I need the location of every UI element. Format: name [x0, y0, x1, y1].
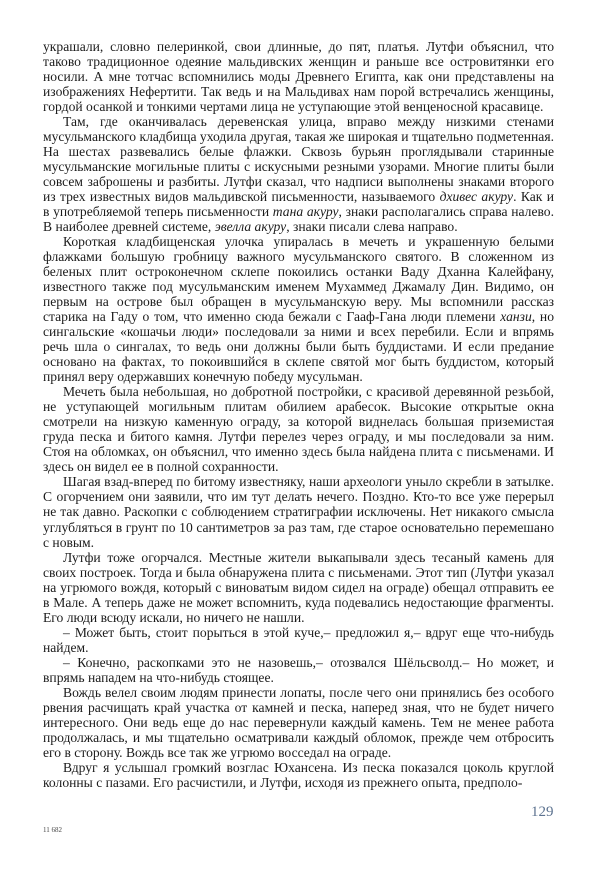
paragraph-text: , знаки располагались справа налево. В наиболее древней системе,	[43, 204, 554, 235]
page-body-text	[43, 39, 554, 790]
page-number: 129	[531, 804, 554, 820]
paragraph	[43, 760, 554, 790]
paragraph	[43, 114, 554, 234]
paragraph	[43, 625, 554, 655]
italic-term: ханзи	[500, 309, 532, 325]
paragraph	[43, 39, 554, 114]
paragraph-text: . Как и в употребляемой теперь письменности	[43, 189, 554, 220]
paragraph	[43, 234, 554, 384]
paragraph-text: украшали, словно пелеринкой, свои длинные, до пят, платья. Лутфи объяснил, что таково традиционное одеяние мальдивских женщин и раньше все островитянки его носили. А мне тотчас вспомнились моды Древнего Египта, как они представлены на изображениях Нефертити. Так ведь и на Мальдивах нам порой встречались женщины, гордой осанкой и тонкими чертами лица не уступающие этой венценосной красавице.	[43, 39, 554, 115]
paragraph	[43, 685, 554, 760]
italic-term: эвелла акуру	[214, 219, 287, 235]
paragraph	[43, 474, 554, 549]
paragraph-text: Мечеть была небольшая, но добротной постройки, с красивой деревянной резьбой, не уступающей могильным плитам обилием арабесок. Высокие открытые окна смотрели на низкую каменную ограду, за которой виднелась большая приземистая груда песка и битого камня. Лутфи перелез через ограду, и мы последовали за ним. Стоя на обломках, он объяснил, что именно здесь была найдена плита с письменами. И здесь он видел ее в полной сохранности.	[43, 384, 554, 475]
paragraph-text: Лутфи тоже огорчался. Местные жители выкапывали здесь тесаный камень для своих построек. Тогда и была обнаружена плита с письменами. Этот тип (Лутфи указал на угрюмого вождя, который с виноватым видом сидел на ограде) обещал отправить ее в Мале. А теперь даже не может вспомнить, куда подевались недостающие фрагменты. Его люди всюду искали, но ничего не нашли.	[43, 549, 554, 625]
italic-term: тана акуру	[272, 204, 339, 220]
paragraph-text: – Может быть, стоит порыться в этой куче,– предложил я,– вдруг еще что-нибудь найдем.	[43, 624, 554, 655]
paragraph-text: Вдруг я услышал громкий возглас Юхансена. Из песка показался цоколь круглой колонны с пазами. Его расчистили, и Лутфи, исходя из прежнего опыта, предполо-	[43, 759, 554, 790]
paragraph	[43, 550, 554, 625]
paragraph-text: Там, где оканчивалась деревенская улица, вправо между низкими стенами мусульманского кладбища уходила другая, такая же широкая и тщательно подметенная. На шестах развевались белые флажки. Сквозь бурьян проглядывали старинные мусульманские могильные плиты с искусными резными узорами. Многие плиты были совсем заброшены и разбиты. Лутфи сказал, что надписи выполнены знаками второго из трех известных видов мальдивской письменности, называемого	[43, 114, 554, 205]
italic-term: дхивес акуру	[439, 189, 514, 205]
printer-signature-mark: 11 682	[43, 826, 62, 834]
paragraph-text: Шагая взад-вперед по битому известняку, наши археологи уныло скребли в затылке. С огорчением они заявили, что им тут делать нечего. Поздно. Кто-то все уже перерыл не так давно. Раскопки с соблюдением стратиграфии исключены. Нет никакого смысла углубляться в грунт по 10 сантиметров за раз там, где старое основательно перемешано с новым.	[43, 474, 554, 550]
paragraph-text: Короткая кладбищенская улочка упиралась в мечеть и украшенную белыми флажками большую гробницу важного мусульманского святого. В сложенном из беленых плит остроконечном склепе покоились останки Ваду Дханна Калейфану, известного также под мусульманским именем Мухаммед Джамалу Дин. Видимо, он первым на острове был обращен в мусульманскую веру. Мы вспомнили рассказ старика на Гаду о том, что именно сюда бежали с Гааф-Гана люди племени	[43, 234, 554, 325]
paragraph	[43, 655, 554, 685]
paragraph-text: Вождь велел своим людям принести лопаты, после чего они принялись без особого рвения расчищать край участка от камней и песка, наперед зная, что не будет ничего интересного. Они ведь еще до нас перевернули каждый камень. Тем не менее работа продолжалась, и мы тщательно осматривали каждый обломок, прежде чем отбросить его в сторону. Вождь все так же угрюмо восседал на ограде.	[43, 684, 554, 760]
paragraph	[43, 384, 554, 474]
paragraph-text: , но сингальские «кошачьи люди» последовали за ними и всех перебили. Если и впрямь речь шла о сингалах, то ведь они должны были быть буддистами. И если предание основано на фактах, то покоившийся в склепе святой мог быть буддистом, который принял веру одержавших конечную победу мусульман.	[43, 309, 554, 385]
paragraph-text: – Конечно, раскопками это не назовешь,– отозвался Шёльсволд.– Но может, и впрямь нападем на что-нибудь стоящее.	[43, 654, 554, 685]
paragraph-text: , знаки писали слева направо.	[286, 219, 458, 235]
